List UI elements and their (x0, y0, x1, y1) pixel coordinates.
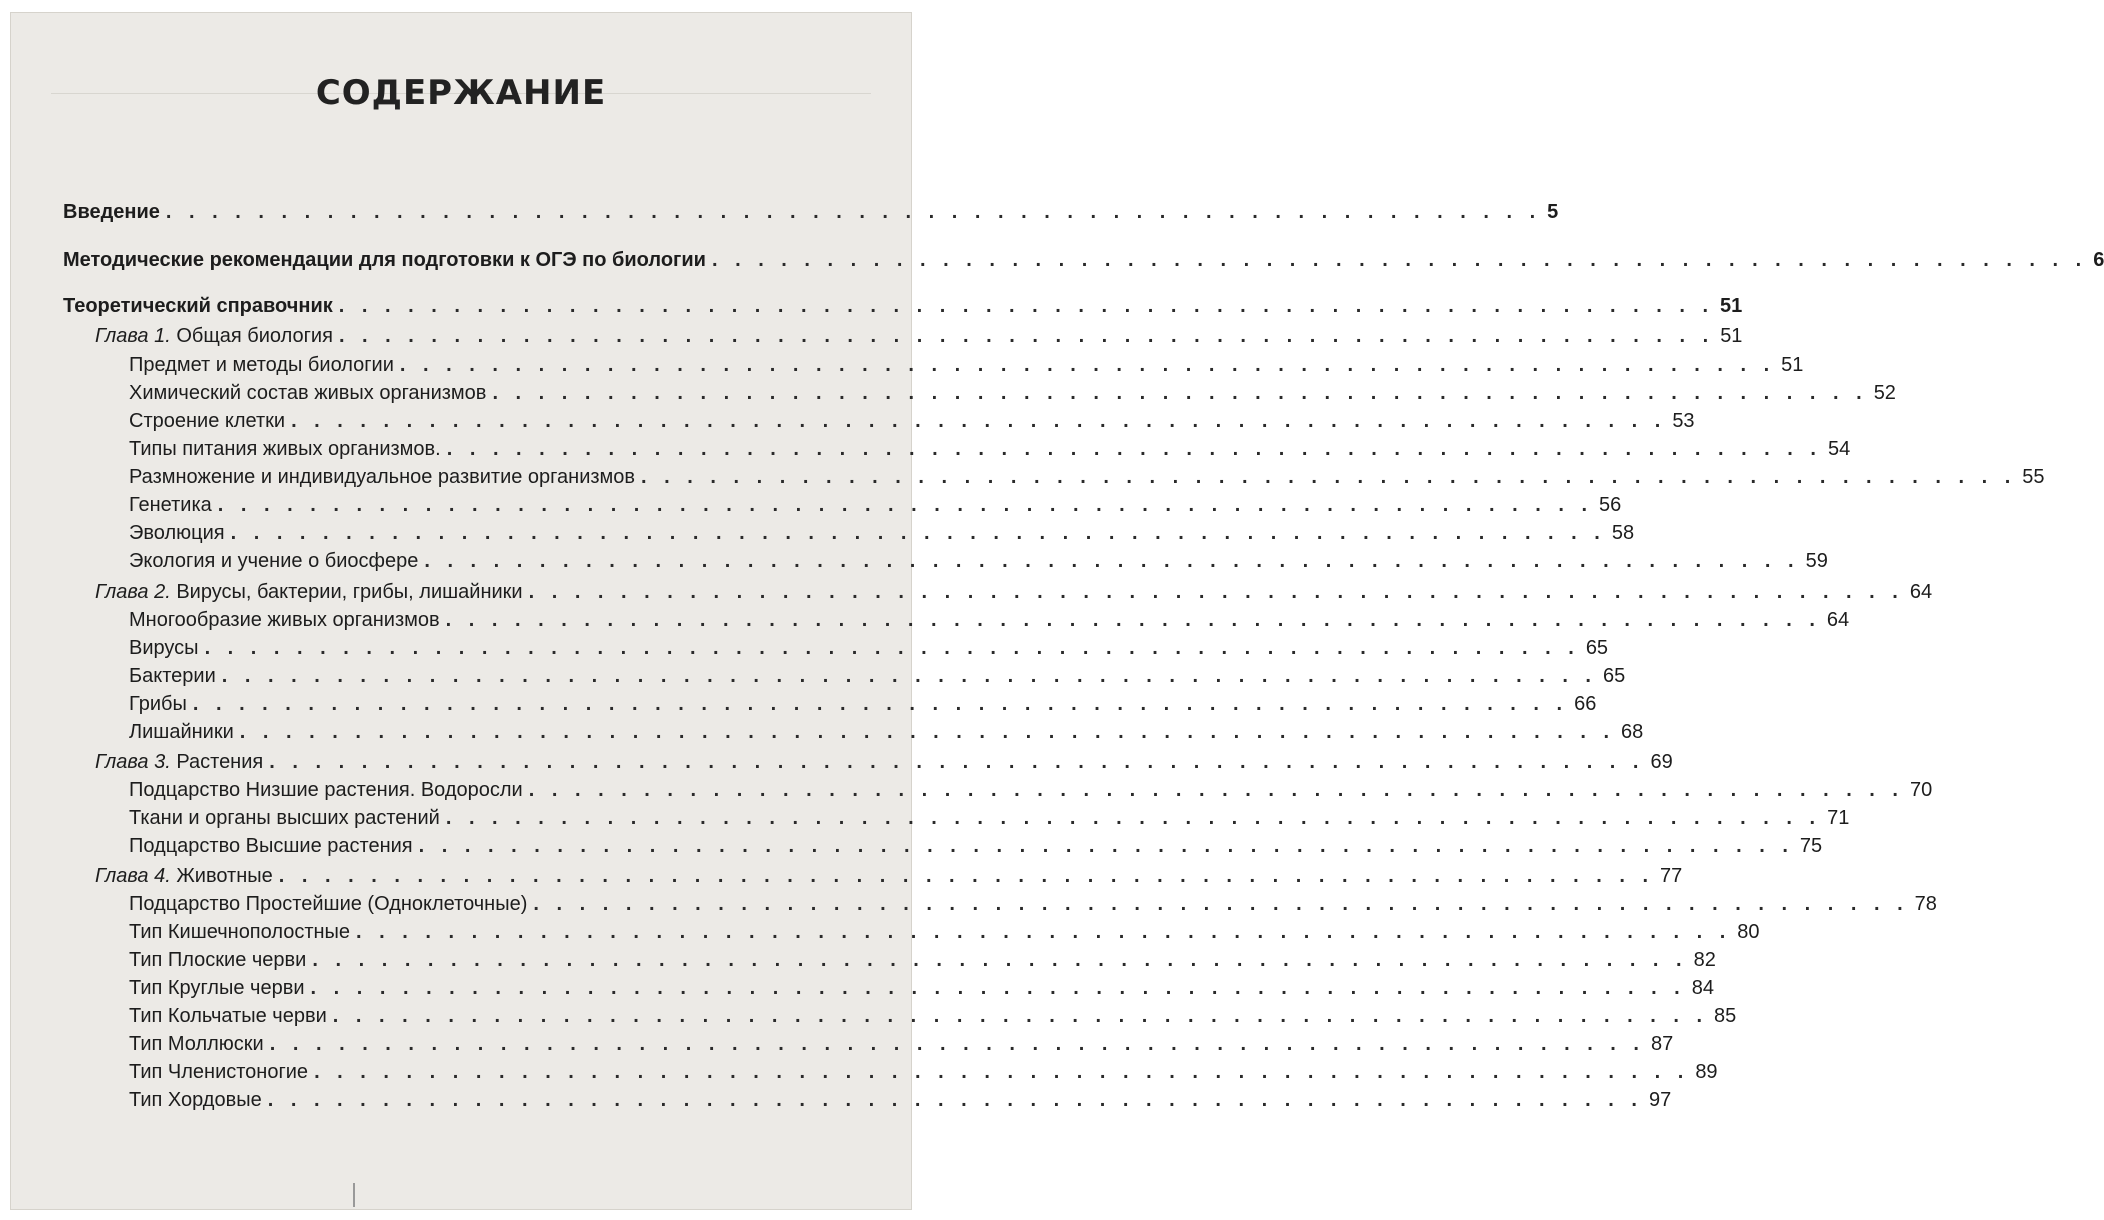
toc-entry (11, 835, 1823, 863)
toc-entry-title (11, 665, 216, 688)
toc-entry-title (11, 522, 225, 545)
toc-page-number: 69 (1650, 751, 1673, 773)
toc-entry-text: Строение клетки (129, 410, 286, 432)
toc-entry-title (11, 249, 706, 272)
toc-entry-title (11, 977, 305, 1000)
toc-page-number: 84 (1691, 977, 1714, 999)
toc-entry-title (11, 1089, 262, 1112)
toc-page-number: 82 (1693, 949, 1716, 971)
toc-entry (11, 921, 1760, 949)
toc-page-number: 6 (2093, 249, 2104, 271)
toc-page-number: 64 (1909, 581, 1933, 603)
toc-entry-text: Тип Членистоногие (129, 1061, 309, 1083)
toc-page-number: 56 (1599, 494, 1622, 516)
toc-page-number: 75 (1799, 835, 1823, 857)
dot-leader: . . . . . . . . . . . . . . . . . . . . . . . . . . . . . . . . . . . . . . . . . . . . . . . . . . . . . . . . . . . . (445, 807, 1822, 829)
toc-entry-title (11, 354, 394, 377)
toc-entry (11, 522, 1635, 550)
toc-page-number: 70 (1909, 779, 1933, 801)
toc-entry (11, 637, 1609, 665)
toc-entry-text: Тип Круглые черви (129, 977, 305, 999)
toc-entry-text: Методические рекомендации для подготовки к ОГЭ по биологии (63, 249, 706, 271)
toc-entry (11, 201, 1559, 229)
toc-entry-title (11, 494, 212, 517)
chapter-number: Глава 2. (95, 581, 171, 603)
toc-entry-text: Животные (176, 865, 273, 887)
dot-leader: . . . . . . . . . . . . . . . . . . . . . . . . . . . . . . . . . . . . . . . . . . . . . . . . . . . . . . . . . . . . (221, 665, 1597, 687)
toc-entry-title (11, 949, 306, 972)
toc-page-number: 64 (1826, 609, 1850, 631)
toc-entry-title (11, 779, 523, 802)
toc-entry-title (11, 581, 523, 604)
chapter-number: Глава 4. (95, 865, 171, 887)
toc-entry (11, 893, 1937, 921)
toc-entry (11, 382, 1896, 410)
toc-entry-title (11, 1005, 327, 1028)
dot-leader: . . . . . . . . . . . . . . . . . . . . . . . . . . . . . . . . . . . . . . . . . . . . . . . . . . . . . . . . . . . . (312, 949, 1688, 971)
toc-page-number: 89 (1695, 1061, 1718, 1083)
toc-entry-title (11, 201, 160, 224)
dot-leader: . . . . . . . . . . . . . . . . . . . . . . . . . . . . . . . . . . . . . . . . . . . . . . . . . . . . . . . . . . . . (267, 1089, 1643, 1111)
toc-entry-text: Ткани и органы высших растений (129, 807, 440, 829)
toc-entry-title (11, 865, 273, 888)
toc-entry-text: Вирусы (129, 637, 199, 659)
toc-entry (11, 1089, 1672, 1117)
toc-entry-title (11, 609, 440, 632)
toc-entry (11, 1005, 1737, 1033)
toc-entry (11, 494, 1622, 522)
dot-leader: . . . . . . . . . . . . . . . . . . . . . . . . . . . . . . . . . . . . . . . . . . . . . . . . . . . . . . . . . . . . (165, 201, 1542, 223)
toc-entry (11, 354, 1804, 382)
toc-entry (11, 751, 1673, 779)
toc-page-number: 54 (1827, 438, 1851, 460)
dot-leader: . . . . . . . . . . . . . . . . . . . . . . . . . . . . . . . . . . . . . . . . . . . . . . . . . . . . . . . . . . . . (338, 295, 1715, 317)
dot-leader: . . . . . . . . . . . . . . . . . . . . . . . . . . . . . . . . . . . . . . . . . . . . . . . . . . . . . . . . . . . . (533, 893, 1909, 915)
toc-entry (11, 977, 1714, 1005)
chapter-number: Глава 3. (95, 751, 171, 773)
toc-entry-text: Типы питания живых организмов. (129, 438, 441, 460)
toc-entry-title (11, 921, 350, 944)
toc-entry (11, 325, 1743, 353)
dot-leader: . . . . . . . . . . . . . . . . . . . . . . . . . . . . . . . . . . . . . . . . . . . . . . . . . . . . . . . . . . . . (711, 249, 2088, 271)
dot-leader: . . . . . . . . . . . . . . . . . . . . . . . . . . . . . . . . . . . . . . . . . . . . . . . . . . . . . . . . . . . . (217, 494, 1594, 516)
toc-page-number: 51 (1781, 354, 1804, 376)
dot-leader: . . . . . . . . . . . . . . . . . . . . . . . . . . . . . . . . . . . . . . . . . . . . . . . . . . . . . . . . . . . . (269, 1033, 1645, 1055)
dot-leader: . . . . . . . . . . . . . . . . . . . . . . . . . . . . . . . . . . . . . . . . . . . . . . . . . . . . . . . . . . . . (239, 721, 1616, 743)
toc-entry-text: Лишайники (129, 721, 234, 743)
toc-entry-text: Бактерии (129, 665, 216, 687)
toc-entry (11, 779, 1933, 807)
toc-page-number: 58 (1611, 522, 1635, 544)
toc-entry-text: Тип Моллюски (129, 1033, 264, 1055)
toc-page-number: 51 (1720, 295, 1743, 317)
page-title: СОДЕРЖАНИЕ (315, 73, 607, 113)
page-mark (353, 1183, 355, 1207)
toc-entry-text: Тип Плоские черви (129, 949, 307, 971)
toc-entry (11, 949, 1716, 977)
toc-entry-title (11, 807, 440, 830)
toc-entry-title (11, 637, 199, 660)
toc-entry-text: Генетика (129, 494, 212, 516)
dot-leader: . . . . . . . . . . . . . . . . . . . . . . . . . . . . . . . . . . . . . . . . . . . . . . . . . . . . . . . . . . . . (528, 779, 1904, 801)
toc-entry-title (11, 550, 418, 573)
toc-entry-text: Многообразие живых организмов (129, 609, 440, 631)
dot-leader: . . . . . . . . . . . . . . . . . . . . . . . . . . . . . . . . . . . . . . . . . . . . . . . . . . . . . . . . . . . . (356, 921, 1732, 943)
toc-entry (11, 1061, 1718, 1089)
toc-entry (11, 438, 1851, 466)
toc-entry-text: Тип Кольчатые черви (129, 1005, 327, 1027)
toc-entry-text: Размножение и индивидуальное развитие организмов (129, 466, 636, 488)
toc-entry-text: Введение (63, 201, 160, 223)
dot-leader: . . . . . . . . . . . . . . . . . . . . . . . . . . . . . . . . . . . . . . . . . . . . . . . . . . . . . . . . . . . . (424, 550, 1800, 572)
toc-entry-text: Растения (176, 751, 264, 773)
toc-page-number: 97 (1648, 1089, 1672, 1111)
toc-entry-title (11, 751, 263, 774)
dot-leader: . . . . . . . . . . . . . . . . . . . . . . . . . . . . . . . . . . . . . . . . . . . . . . . . . . . . . . . . . . . . (314, 1061, 1690, 1083)
toc-entry-text: Предмет и методы биологии (129, 354, 394, 376)
dot-leader: . . . . . . . . . . . . . . . . . . . . . . . . . . . . . . . . . . . . . . . . . . . . . . . . . . . . . . . . . . . . (269, 751, 1645, 773)
toc-entry (11, 693, 1597, 721)
toc-page-number: 78 (1914, 893, 1937, 915)
dot-leader: . . . . . . . . . . . . . . . . . . . . . . . . . . . . . . . . . . . . . . . . . . . . . . . . . . . . . . . . . . . . (230, 522, 1606, 544)
toc-entry (11, 410, 1695, 438)
toc-page-number: 65 (1585, 637, 1609, 659)
toc-entry-text: Подцарство Низшие растения. Водоросли (129, 779, 523, 801)
toc-entry (11, 665, 1626, 693)
toc-page-number: 59 (1805, 550, 1828, 572)
toc-entry-title (11, 295, 333, 318)
toc-entry (11, 721, 1644, 749)
toc-entry (11, 865, 1683, 893)
toc-entry-title (11, 325, 333, 348)
table-of-contents (11, 13, 2104, 1209)
dot-leader: . . . . . . . . . . . . . . . . . . . . . . . . . . . . . . . . . . . . . . . . . . . . . . . . . . . . . . . . . . . . (291, 410, 1667, 432)
toc-entry-title (11, 382, 486, 405)
toc-page-number: 85 (1714, 1005, 1737, 1027)
toc-entry-text: Подцарство Простейшие (Одноклеточные) (129, 893, 528, 915)
dot-leader: . . . . . . . . . . . . . . . . . . . . . . . . . . . . . . . . . . . . . . . . . . . . . . . . . . . . . . . . . . . . (528, 581, 1904, 603)
toc-page-number: 5 (1547, 201, 1559, 223)
toc-entry-text: Грибы (129, 693, 187, 715)
dot-leader: . . . . . . . . . . . . . . . . . . . . . . . . . . . . . . . . . . . . . . . . . . . . . . . . . . . . . . . . . . . . (418, 835, 1794, 857)
toc-entry-title (11, 410, 285, 433)
dot-leader: . . . . . . . . . . . . . . . . . . . . . . . . . . . . . . . . . . . . . . . . . . . . . . . . . . . . . . . . . . . . (338, 325, 1715, 347)
toc-entry-title (11, 1061, 308, 1084)
toc-page-number: 55 (2022, 466, 2045, 488)
document-page (10, 12, 2104, 1210)
dot-leader: . . . . . . . . . . . . . . . . . . . . . . . . . . . . . . . . . . . . . . . . . . . . . . . . . . . . . . . . . . . . (641, 466, 2017, 488)
toc-entry-title (11, 893, 527, 916)
toc-entry-title (11, 438, 441, 461)
toc-page-number: 68 (1621, 721, 1644, 743)
toc-entry (11, 249, 2104, 277)
toc-entry-text: Тип Кишечнополостные (129, 921, 351, 943)
toc-entry-text: Тип Хордовые (129, 1089, 262, 1111)
dot-leader: . . . . . . . . . . . . . . . . . . . . . . . . . . . . . . . . . . . . . . . . . . . . . . . . . . . . . . . . . . . . (310, 977, 1686, 999)
toc-page-number: 52 (1873, 382, 1896, 404)
toc-page-number: 65 (1603, 665, 1626, 687)
toc-entry (11, 466, 2045, 494)
dot-leader: . . . . . . . . . . . . . . . . . . . . . . . . . . . . . . . . . . . . . . . . . . . . . . . . . . . . . . . . . . . . (399, 354, 1776, 376)
toc-page-number: 87 (1650, 1033, 1674, 1055)
toc-page-number: 53 (1672, 410, 1695, 432)
dot-leader: . . . . . . . . . . . . . . . . . . . . . . . . . . . . . . . . . . . . . . . . . . . . . . . . . . . . . . . . . . . . (204, 637, 1580, 659)
chapter-number: Глава 1. (95, 325, 171, 347)
toc-page-number: 66 (1574, 693, 1597, 715)
dot-leader: . . . . . . . . . . . . . . . . . . . . . . . . . . . . . . . . . . . . . . . . . . . . . . . . . . . . . . . . . . . . (445, 609, 1821, 631)
toc-entry (11, 1033, 1674, 1061)
dot-leader: . . . . . . . . . . . . . . . . . . . . . . . . . . . . . . . . . . . . . . . . . . . . . . . . . . . . . . . . . . . . (492, 382, 1868, 404)
toc-entry-title (11, 693, 187, 716)
dot-leader: . . . . . . . . . . . . . . . . . . . . . . . . . . . . . . . . . . . . . . . . . . . . . . . . . . . . . . . . . . . . (332, 1005, 1709, 1027)
toc-page-number: 51 (1720, 325, 1743, 347)
toc-entry-text: Эволюция (129, 522, 225, 544)
toc-entry (11, 807, 1850, 835)
toc-entry (11, 581, 1933, 609)
toc-page-number: 71 (1827, 807, 1850, 829)
toc-entry-title (11, 466, 635, 489)
toc-entry-text: Подцарство Высшие растения (129, 835, 413, 857)
dot-leader: . . . . . . . . . . . . . . . . . . . . . . . . . . . . . . . . . . . . . . . . . . . . . . . . . . . . . . . . . . . . (446, 438, 1822, 460)
toc-page-number: 80 (1737, 921, 1760, 943)
toc-entry-title (11, 835, 413, 858)
toc-entry-title (11, 721, 234, 744)
dot-leader: . . . . . . . . . . . . . . . . . . . . . . . . . . . . . . . . . . . . . . . . . . . . . . . . . . . . . . . . . . . . (278, 865, 1655, 887)
toc-entry-text: Вирусы, бактерии, грибы, лишайники (176, 581, 523, 603)
toc-entry (11, 550, 1828, 578)
toc-page-number: 77 (1660, 865, 1683, 887)
dot-leader: . . . . . . . . . . . . . . . . . . . . . . . . . . . . . . . . . . . . . . . . . . . . . . . . . . . . . . . . . . . . (192, 693, 1569, 715)
toc-entry-text: Экология и учение о биосфере (129, 550, 419, 572)
toc-entry (11, 609, 1850, 637)
toc-entry-title (11, 1033, 264, 1056)
toc-entry-text: Общая биология (176, 325, 333, 347)
toc-entry (11, 295, 1743, 323)
toc-entry-text: Химический состав живых организмов (129, 382, 487, 404)
toc-entry-text: Теоретический справочник (63, 295, 333, 317)
